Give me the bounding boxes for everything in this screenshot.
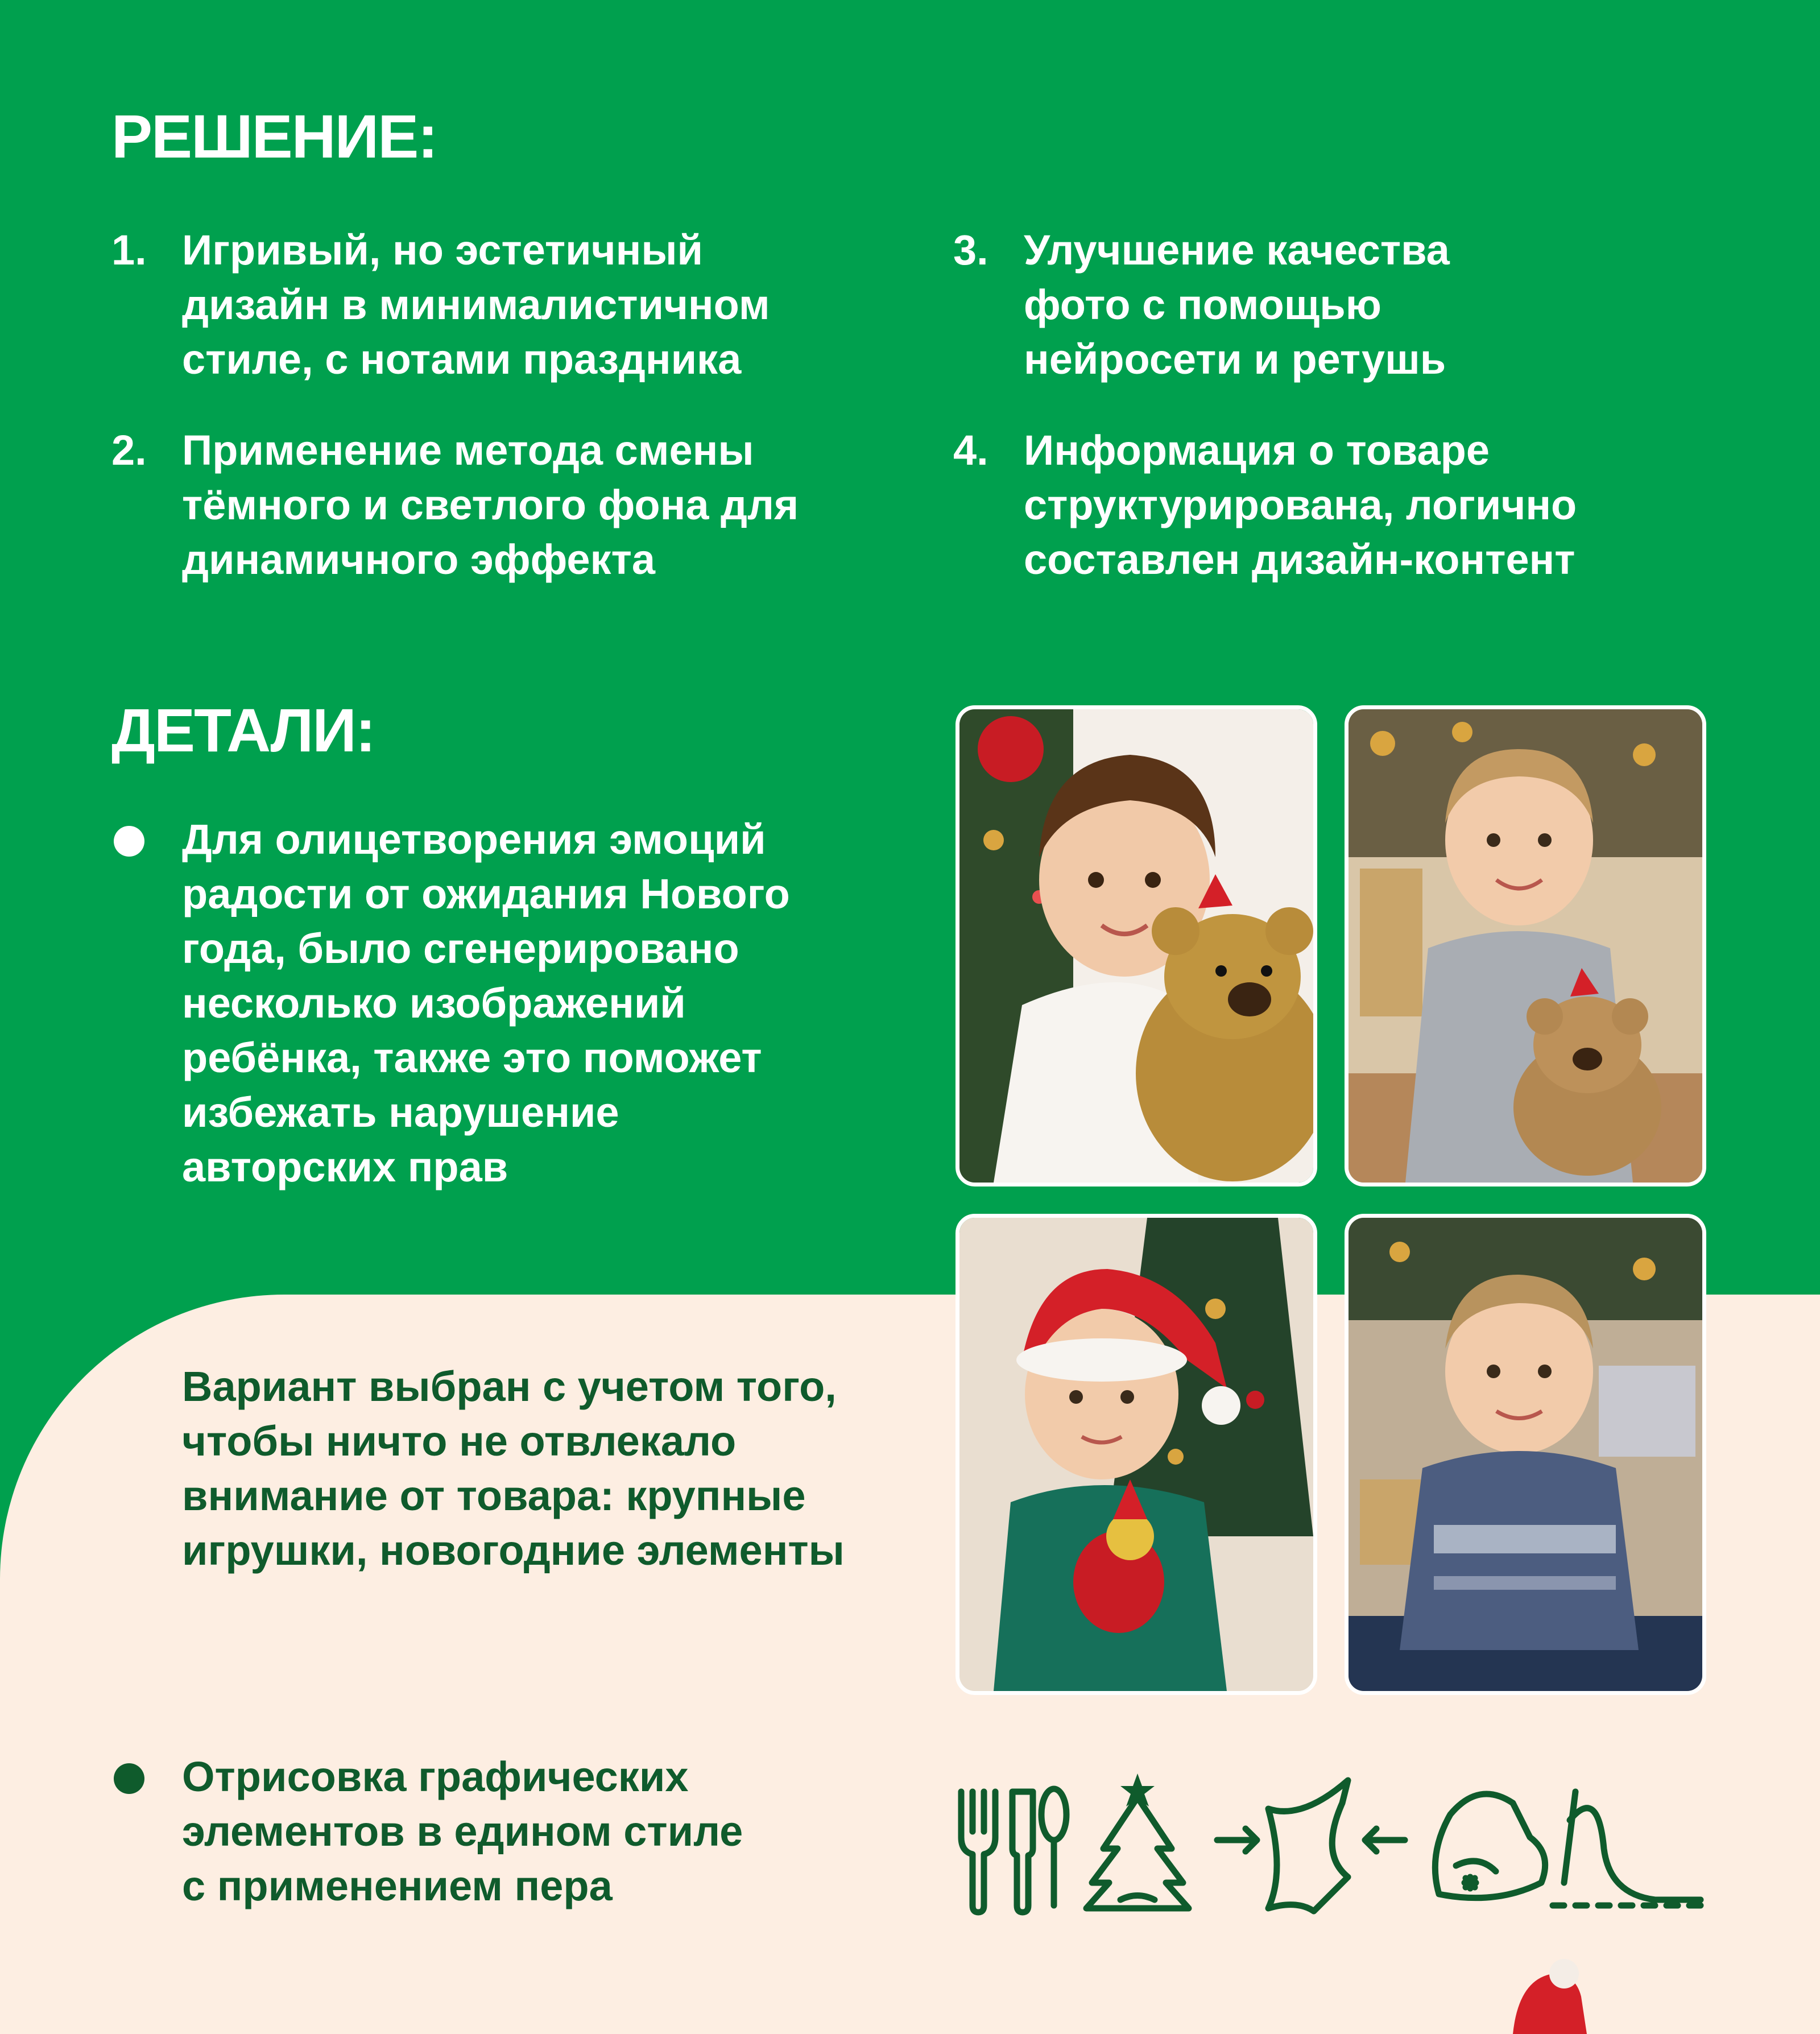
solution-item-3-text: Улучшение качества фото с помощью нейросети и ретушь bbox=[1024, 226, 1450, 383]
solution-item-2-text: Применение метода смены тёмного и светлого фона для динамичного эффекта bbox=[182, 427, 799, 583]
christmas-tree-icon bbox=[1086, 1797, 1189, 1908]
details-note-text: Вариант выбран с учетом того, чтобы ничто не отвлекало внимание от товара: крупные игрушки, новогодние элементы bbox=[182, 1363, 845, 1574]
solution-item-4-number: 4. bbox=[953, 427, 988, 474]
solution-item-3-number: 3. bbox=[953, 226, 988, 274]
solution-title: РЕШЕНИЕ: bbox=[111, 102, 437, 171]
solution-item-1-text: Игривый, но эстетичный дизайн в минималистичном стиле, с нотами праздника bbox=[182, 226, 770, 383]
bullet-white-icon bbox=[114, 826, 144, 857]
fork-spoon-icon bbox=[961, 1789, 1066, 1912]
solution-item-2-number: 2. bbox=[111, 427, 147, 474]
details-bullet-1-text: Для олицетворения эмоций радости от ожидания Нового года, было сгенерировано несколько изображений ребёнка, также это поможет избежать нарушение авторских прав bbox=[182, 816, 790, 1190]
details-title: ДЕТАЛИ: bbox=[111, 696, 375, 764]
toddler-grey-sweater-photo bbox=[1345, 705, 1706, 1186]
boy-with-teddy-bear-photo bbox=[956, 705, 1317, 1186]
bullet-green-icon bbox=[114, 1763, 144, 1794]
hat-fur-icon bbox=[1435, 1794, 1545, 1898]
line-icons-group bbox=[950, 1769, 1712, 1917]
toddler-santa-hat-photo bbox=[956, 1214, 1317, 1695]
details-bullet-2-text: Отрисовка графических элементов в едином стиле с применением пера bbox=[182, 1753, 743, 1909]
sewing-needle-icon bbox=[1553, 1792, 1701, 1905]
solution-item-4-text: Информация о товаре структурирована, логично составлен дизайн-контент bbox=[1024, 427, 1577, 583]
solution-item-1-number: 1. bbox=[111, 226, 147, 274]
boy-knit-sweater-photo bbox=[1345, 1214, 1706, 1695]
fabric-compression-icon bbox=[1217, 1780, 1405, 1911]
santa-hat-icon bbox=[1502, 1957, 1592, 2034]
